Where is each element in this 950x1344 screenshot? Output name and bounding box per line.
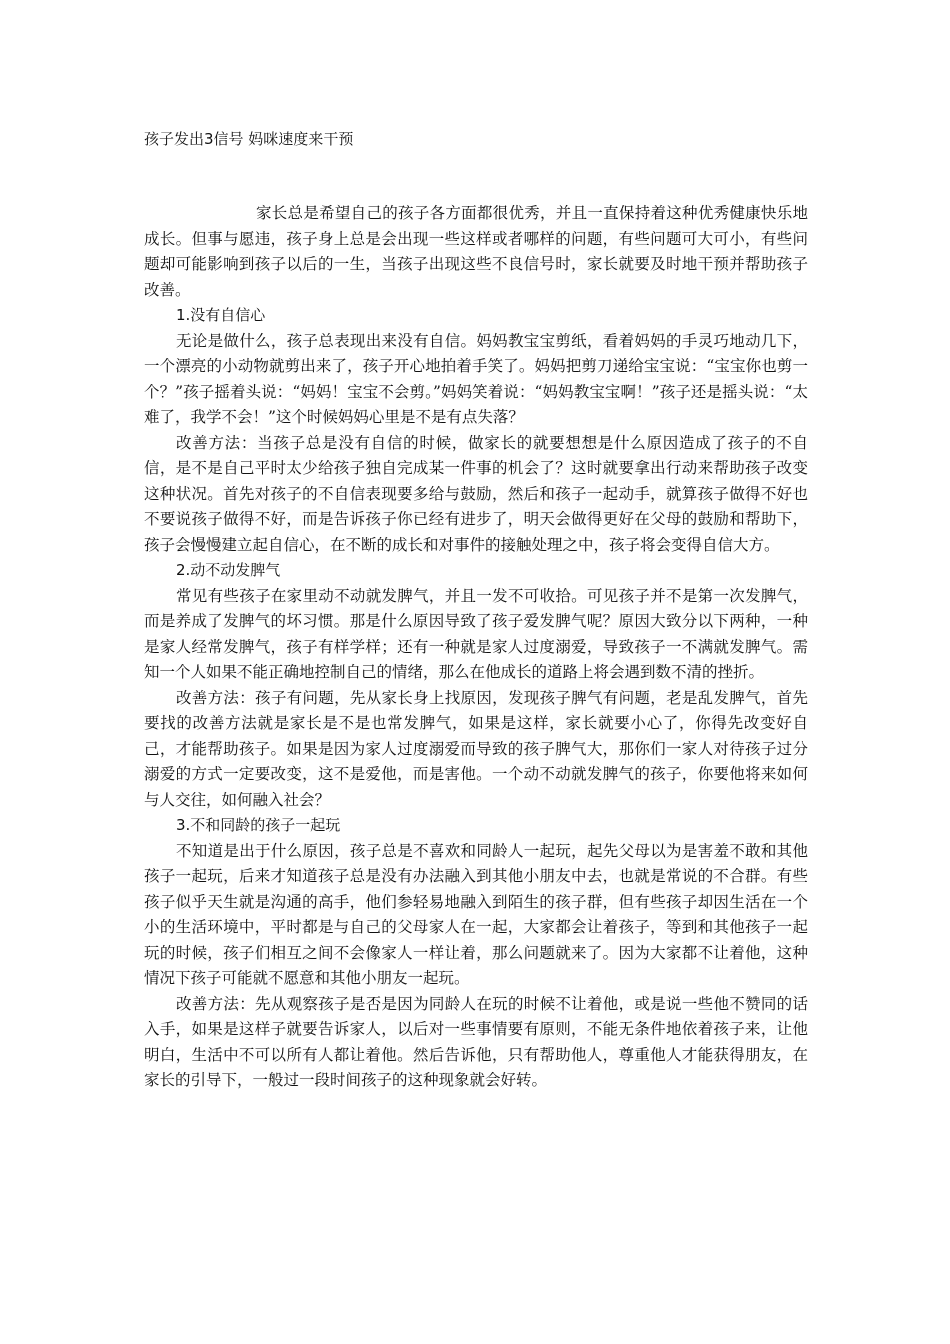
section-method-peers: 改善方法：先从观察孩子是否是因为同龄人在玩的时候不让着他，或是说一些他不赞同的话入手，如果是这样子就要告诉家人，以后对一些事情要有原则，不能无条件地依着孩子来，让他明白，生活中不可以所有人都让着他。然后告诉他，只有帮助他人，尊重他人才能获得朋友，在家长的引导下，一般过一段时间孩子的这种现象就会好转。 — [144, 994, 808, 1089]
section-method-confidence: 改善方法：当孩子总是没有自信的时候，做家长的就要想想是什么原因造成了孩子的不自信，是不是自己平时太少给孩子独自完成某一件事的机会了？这时就要拿出行动来帮助孩子改变这种状况。首先对孩子的不自信表现要多给与鼓励，然后和孩子一起动手，就算孩子做得不好也不要说孩子做得不好，而是告诉孩子你已经有进步了，明天会做得更好在父母的鼓励和帮助下，孩子会慢慢建立起自信心，在不断的成长和对事件的接触处理之中，孩子将会变得自信大方。 — [144, 433, 808, 554]
intro-paragraph: 家长总是希望自己的孩子各方面都很优秀，并且一直保持着这种优秀健康快乐地成长。但事与愿违，孩子身上总是会出现一些这样或者哪样的问题，有些问题可大可小，有些问题却可能影响到孩子以后的一生，当孩子出现这些不良信号时，家长就要及时地干预并帮助孩子改善。 — [144, 204, 808, 299]
section-method-temper: 改善方法：孩子有问题，先从家长身上找原因，发现孩子脾气有问题，老是乱发脾气，首先要找的改善方法就是家长是不是也常发脾气，如果是这样，家长就要小心了，你得先改变好自己，才能帮助孩子。如果是因为家人过度溺爱而导致的孩子脾气大，那你们一家人对待孩子过分溺爱的方式一定要改变，这不是爱他，而是害他。一个动不动就发脾气的孩子，你要他将来如何与人交往，如何融入社会？ — [144, 688, 808, 809]
section-heading-confidence: 1.没有自信心 — [176, 306, 266, 324]
section-description-peers: 不知道是出于什么原因，孩子总是不喜欢和同龄人一起玩，起先父母以为是害羞不敢和其他孩子一起玩，后来才知道孩子总是没有办法融入到其他小朋友中去，也就是常说的不合群。有些孩子似乎天生就是沟通的高手，他们参轻易地融入到陌生的孩子群，但有些孩子却因生活在一个小的生活环境中，平时都是与自己的父母家人在一起，大家都会让着孩子，等到和其他孩子一起玩的时候，孩子们相互之间不会像家人一样让着，那么问题就来了。因为大家都不让着他，这种情况下孩子可能就不愿意和其他小朋友一起玩。 — [144, 841, 808, 987]
document-title: 孩子发出3信号 妈咪速度来干预 — [144, 130, 354, 148]
section-heading-temper: 2.动不动发脾气 — [176, 561, 281, 579]
section-heading-peers: 3.不和同龄的孩子一起玩 — [176, 816, 341, 834]
document-body — [144, 201, 808, 1094]
section-description-confidence: 无论是做什么，孩子总表现出来没有自信。妈妈教宝宝剪纸，看着妈妈的手灵巧地动几下，一个漂亮的小动物就剪出来了，孩子开心地拍着手笑了。妈妈把剪刀递给宝宝说：“宝宝你也剪一个？”孩子摇着头说：“妈妈！宝宝不会剪。”妈妈笑着说：“妈妈教宝宝啊！”孩子还是摇头说：“太难了，我学不会！”这个时候妈妈心里是不是有点失落？ — [144, 331, 808, 426]
section-description-temper: 常见有些孩子在家里动不动就发脾气，并且一发不可收拾。可见孩子并不是第一次发脾气，而是养成了发脾气的坏习惯。那是什么原因导致了孩子爱发脾气呢？原因大致分以下两种，一种是家人经常发脾气，孩子有样学样；还有一种就是家人过度溺爱，导致孩子一不满就发脾气。需知一个人如果不能正确地控制自己的情绪，那么在他成长的道路上将会遇到数不清的挫折。 — [144, 586, 808, 681]
